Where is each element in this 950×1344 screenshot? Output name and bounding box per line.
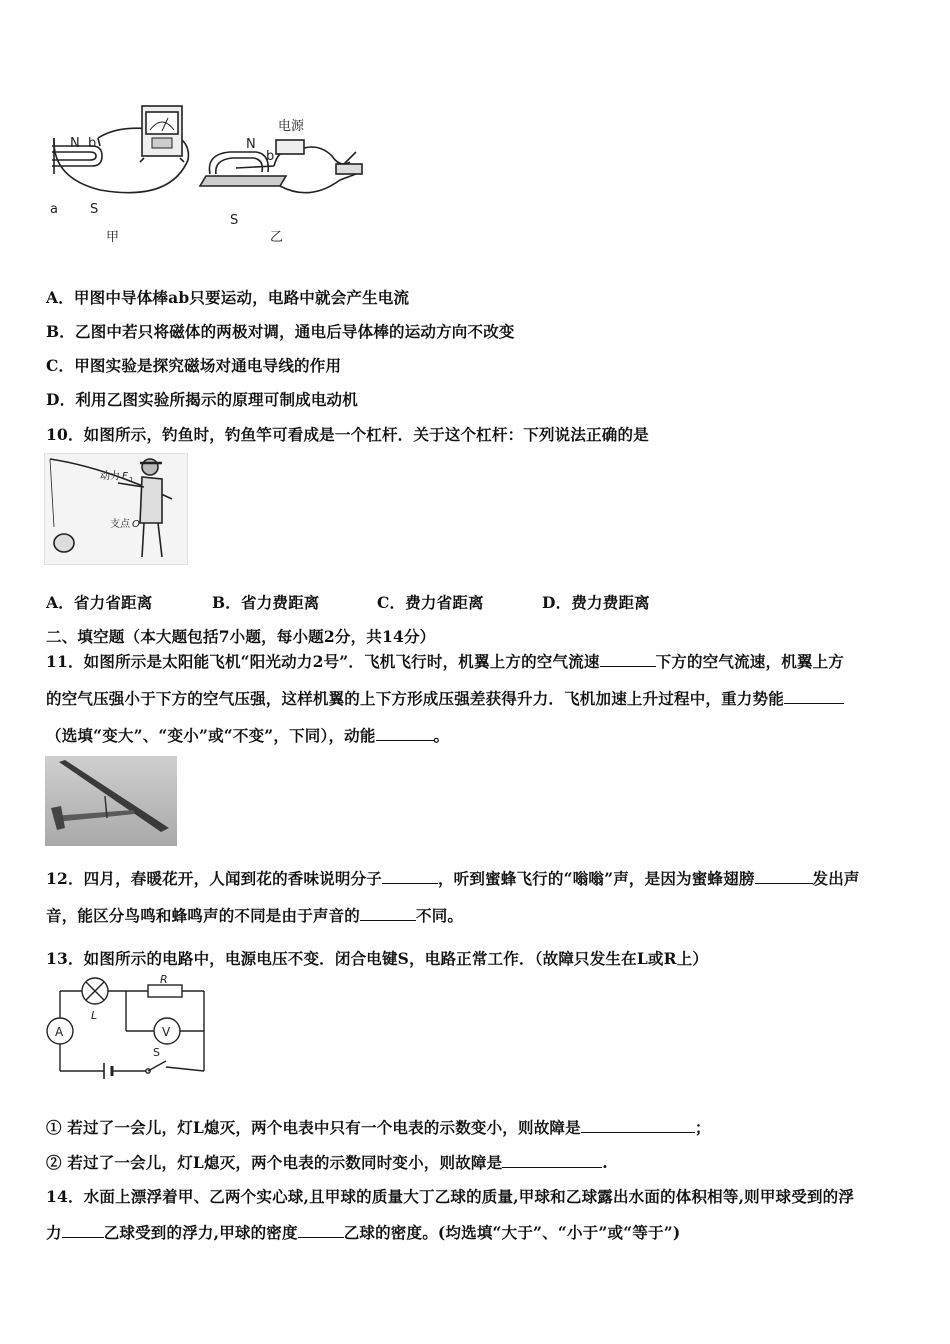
q14-blank-2[interactable] [298,1223,344,1238]
q11-line-1 [46,650,844,672]
q10-option-a: A．省力省距离 [46,593,153,612]
q14-line-2 [46,1221,680,1243]
q12-blank-2[interactable] [755,869,813,884]
q9-jia-caption: 甲 [106,230,120,245]
q12-text-4: 音，能区分鸟鸣和蜂鸣声的不同是由于声音的 [46,906,361,925]
q11-line-3 [46,724,449,746]
q12-text-3: 发出声 [812,869,860,888]
q12-line-1 [46,867,860,889]
q10-pivot-symbol: O [132,519,140,530]
q11-blank-2[interactable] [784,689,844,704]
q13-voltmeter-label: V [162,1025,171,1039]
q12-blank-3[interactable] [360,906,416,921]
q9-yi-n-label: N [246,137,256,152]
q9-option-a: A．甲图中导体棒ab只要运动，电路中就会产生电流 [46,288,410,307]
q11-line-1-tail: 下方的空气流速，机翼上方 [655,652,844,671]
q9-option-b: B．乙图中若只将磁体的两极对调，通电后导体棒的运动方向不改变 [46,322,515,341]
q12-blank-1[interactable] [382,869,438,884]
q13-stem: 13．如图所示的电路中，电源电压不变．闭合电键S，电路正常工作．（故障只发生在L或R上） [46,949,709,968]
q13-sub-1-text: ① 若过了一会儿，灯L熄灭，两个电表中只有一个电表的示数变小，则故障是 [46,1118,581,1137]
q9-jia-s-label: S [90,202,99,217]
q9-jia-n-label: N [70,136,80,151]
q14-text-2: 乙球受到的浮力,甲球的密度 [103,1223,298,1242]
q12-text-5: 不同。 [416,906,464,925]
q11-blank-3[interactable] [376,726,434,741]
q13-lamp-label: L [91,1009,98,1022]
q11-line-3-text: （选填“变大”、“变小”或“不变”，下同），动能 [46,726,376,745]
q13-sub-1-end: ； [694,1118,711,1137]
q9-option-d: D．利用乙图实验所揭示的原理可制成电动机 [46,390,358,409]
q11-solar-plane-photo [45,756,177,846]
q11-blank-1[interactable] [600,652,656,667]
q12-line-2 [46,904,463,926]
q9-yi-s-label: S [230,213,239,228]
q13-blank-1[interactable] [581,1118,695,1133]
q10-option-c: C．费力省距离 [377,593,484,612]
q10-pivot-label: 支点 [110,519,130,530]
q13-ammeter-label: A [55,1025,64,1039]
q10-force-subscript: 1 [129,476,134,484]
q11-line-2 [46,687,844,709]
q13-sub-2 [46,1151,608,1173]
q9-figure [40,98,380,248]
q13-sub-2-text: ② 若过了一会儿，灯L熄灭，两个电表的示数同时变小，则故障是 [46,1153,503,1172]
q9-jia-b-label: b [88,136,97,151]
q13-switch-label: S [153,1046,160,1059]
q9-figure-yi [200,140,362,193]
q9-yi-caption: 乙 [270,230,284,245]
q13-sub-2-end: . [602,1153,608,1172]
q13-blank-2[interactable] [502,1153,602,1168]
q10-force-label: 动力 [100,471,120,482]
q12-text-1: 12．四月，春暖花开，人闻到花的香味说明分子 [46,869,382,888]
q10-option-d: D．费力费距离 [542,593,650,612]
q13-resistor-label: R [160,975,168,986]
q13-circuit-diagram [42,975,214,1085]
q12-text-2: ，听到蜜蜂飞行的“嗡嗡”声，是因为蜜蜂翅膀 [437,869,755,888]
q10-stem: 10．如图所示，钓鱼时，钓鱼竿可看成是一个杠杆．关于这个杠杆：下列说法正确的是 [46,425,649,444]
q9-yi-source-label: 电源 [278,119,305,134]
q11-line-2-text: 的空气压强小于下方的空气压强，这样机翼的上下方形成压强差获得升力．飞机加速上升过程中，重力势能 [46,689,784,708]
q9-option-c: C．甲图实验是探究磁场对通电导线的作用 [46,356,342,375]
q11-line-3-end: 。 [433,726,450,745]
q14-text-3: 乙球的密度。(均选填“大于”、“小于”或“等于”) [343,1223,681,1242]
q10-option-b: B．省力费距离 [212,593,320,612]
q9-yi-b-label: b [266,149,275,164]
q13-sub-1 [46,1116,711,1138]
section-2-heading: 二、填空题（本大题包括7小题，每小题2分，共14分） [46,627,436,646]
q9-jia-a-label: a [50,202,58,217]
q11-line-1-text: 11．如图所示是太阳能飞机“阳光动力2号”．飞机飞行时，机翼上方的空气流速 [46,652,600,671]
q10-force-symbol: F [122,471,128,482]
q10-fishing-figure [44,453,188,565]
q14-text-1: 力 [46,1223,62,1242]
q14-blank-1[interactable] [62,1223,104,1238]
q14-line-1: 14．水面上漂浮着甲、乙两个实心球,且甲球的质量大丁乙球的质量,甲球和乙球露出水面的体积相等,则甲球受到的浮 [46,1187,855,1206]
